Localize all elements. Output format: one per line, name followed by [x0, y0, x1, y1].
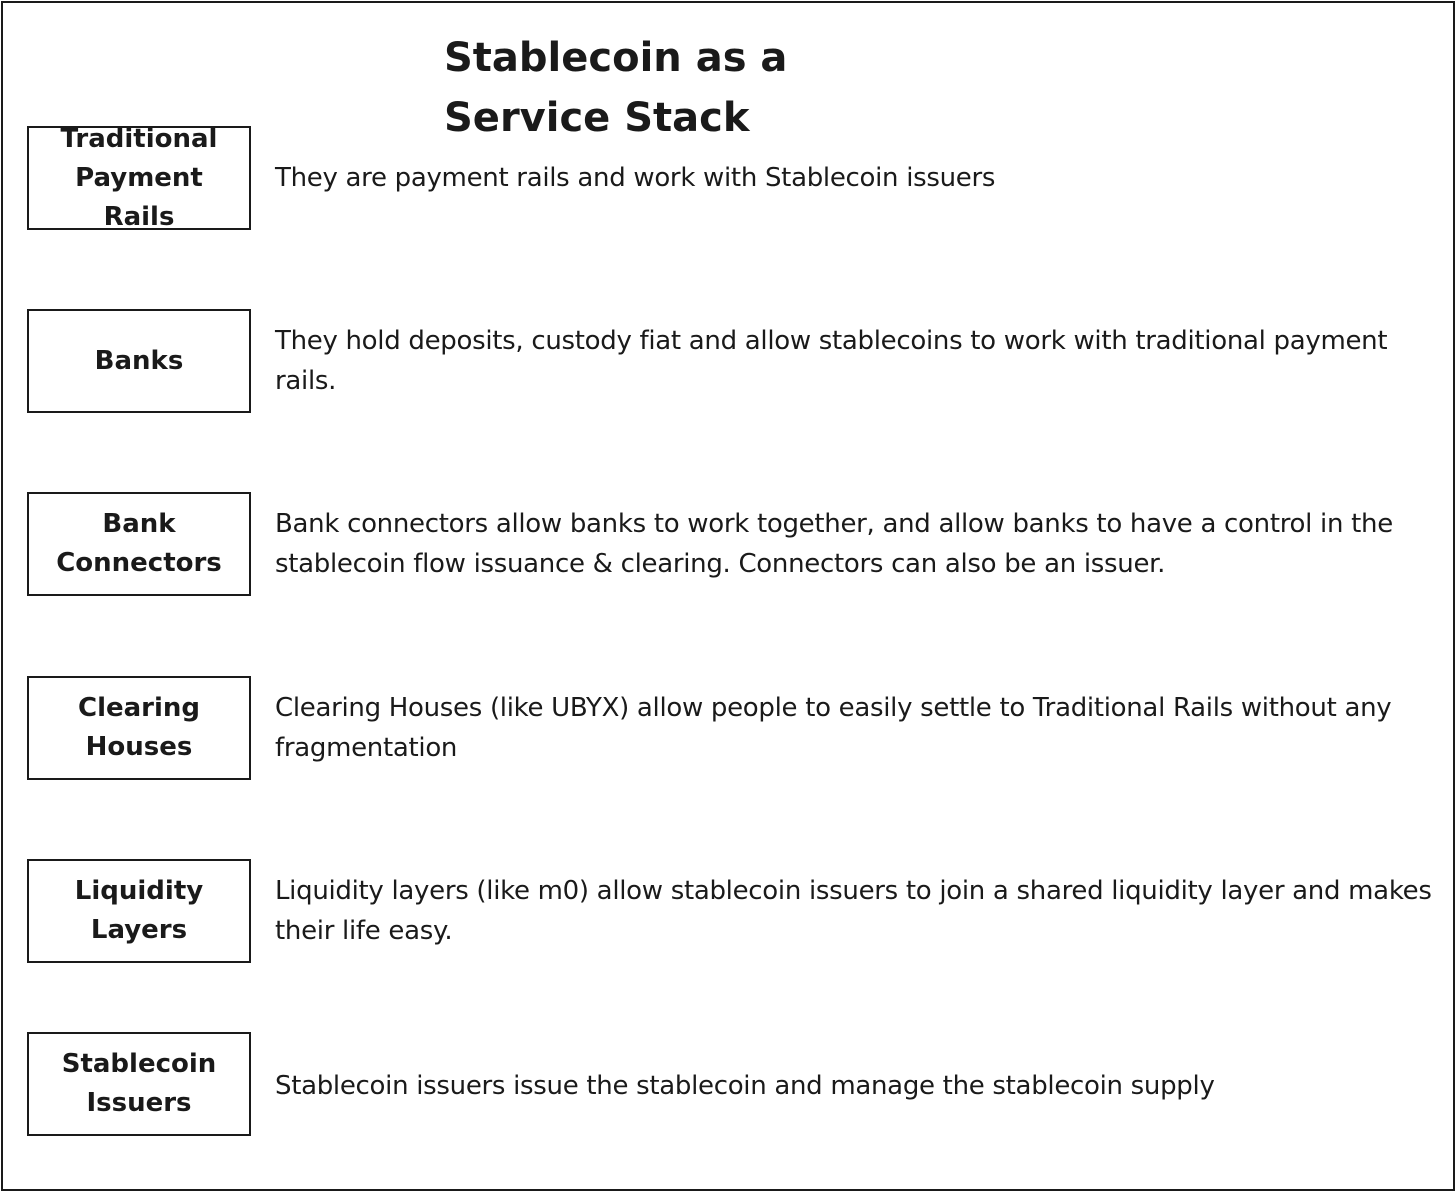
layer-label: Liquidity Layers	[74, 876, 204, 945]
layer-row-liquidity-layers	[27, 859, 1432, 963]
layer-label: Banks	[94, 345, 184, 376]
layer-label: Clearing Houses	[77, 693, 201, 762]
layer-description-container	[275, 1032, 1435, 1136]
layer-description: Liquidity layers (like m0) allow stablecoin issuers to join a shared liquidity layer and makes their life easy.	[275, 876, 1432, 946]
layer-description: Stablecoin issuers issue the stablecoin and manage the stablecoin supply	[275, 1071, 1215, 1101]
layer-box-banks	[27, 309, 251, 413]
layer-box-liquidity-layers	[27, 859, 251, 963]
layer-box-clearing-houses	[27, 676, 251, 780]
layer-description: They are payment rails and work with Stablecoin issuers	[275, 163, 996, 193]
layer-description: Clearing Houses (like UBYX) allow people to easily settle to Traditional Rails without any fragmentation	[275, 693, 1392, 763]
layer-box-traditional-payment-rails	[27, 123, 251, 232]
layer-box-bank-connectors	[27, 492, 251, 596]
layer-row-stablecoin-issuers	[27, 1032, 1427, 1136]
layer-description-container	[275, 309, 1435, 413]
layer-row-clearing-houses	[27, 676, 1427, 780]
layer-label: Traditional Payment Rails	[60, 123, 218, 232]
layer-description-container	[275, 126, 1435, 230]
layer-row-banks	[27, 309, 1427, 413]
layer-description: Bank connectors allow banks to work together, and allow banks to have a control in the stablecoin flow issuance & clearing. Connectors can also be an issuer.	[275, 509, 1393, 579]
layer-label: Stablecoin Issuers	[61, 1049, 217, 1118]
layer-box-stablecoin-issuers	[27, 1032, 251, 1136]
layer-label: Bank Connectors	[56, 509, 222, 578]
layer-description-container	[275, 676, 1435, 780]
layer-description-container	[275, 492, 1435, 596]
diagram-title: Stablecoin as a Service Stack	[444, 35, 788, 141]
layer-description-container	[275, 859, 1435, 963]
layer-description: They hold deposits, custody fiat and allow stablecoins to work with traditional payment rails.	[275, 326, 1388, 396]
layer-row-traditional-payment-rails	[27, 123, 1427, 232]
layer-row-bank-connectors	[27, 492, 1427, 596]
